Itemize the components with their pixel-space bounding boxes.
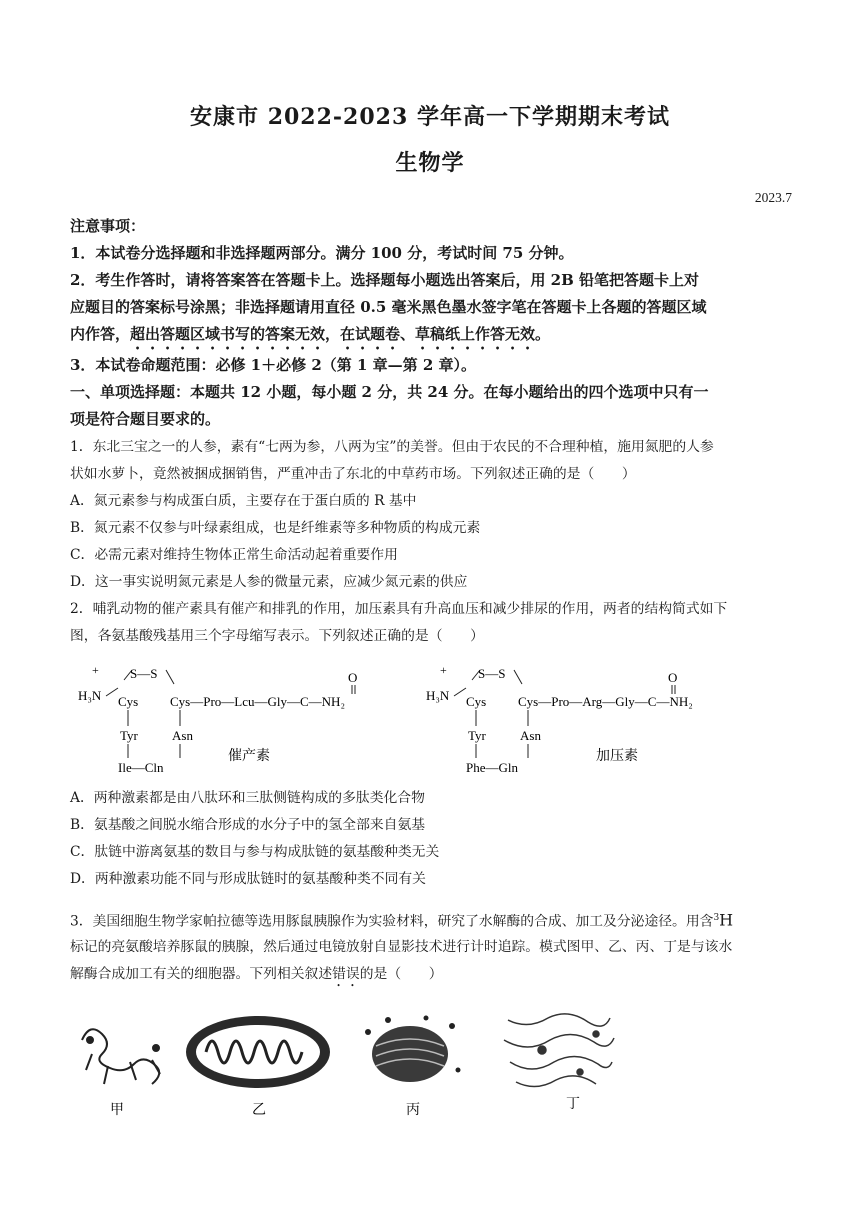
label-yi: 乙 (252, 1102, 266, 1118)
organelle-ding-illustration (504, 1014, 614, 1087)
notice-item-3: 3．本试卷命题范围：必修 1＋必修 2（第 1 章—第 2 章）。 (70, 356, 477, 374)
oxytocin-asn: Asn (172, 728, 193, 743)
q2-stem-line-1: 2．哺乳动物的催产素具有催产和排乳的作用，加压素具有升高血压和减少排尿的作用，两者的结构简式如下 (70, 601, 728, 617)
vasopressin-h3n: H₃N (426, 688, 450, 703)
oxytocin-cys-1: Cys (118, 694, 139, 709)
notice-emphasis: 超出答题区域书写的答案无效，在试题卷、草稿纸上作答无效 (130, 325, 536, 343)
vasopressin-asn: Asn (520, 728, 541, 743)
q2-option-a: A．两种激素都是由八肽环和三肽侧链构成的多肽类化合物 (70, 790, 425, 806)
vasopressin-disulfide: S—S (478, 666, 506, 681)
organelle-bing-illustration (365, 1016, 461, 1083)
svg-text:+: + (440, 663, 447, 677)
notice-item-2-line-3 (70, 324, 795, 353)
section-heading-line-1: 一、单项选择题：本题共 12 小题，每小题 2 分，共 24 分。在每小题给出的四个选项中只有一 (70, 383, 709, 401)
notice-item-2-line-3-start: 内作答， (70, 325, 131, 343)
q2-stem-line-2: 图，各氨基酸残基用三个字母缩写表示。下列叙述正确的是（ ） (70, 628, 484, 644)
q2-option-d: D．两种激素功能不同与形成肽链时的氨基酸种类不同有关 (70, 871, 426, 887)
q3-isotope-symbol: H (719, 910, 734, 930)
vasopressin-oxygen: O (668, 670, 678, 685)
q1-option-a: A．氮元素参与构成蛋白质，主要存在于蛋白质的 R 基中 (70, 493, 417, 509)
q3-stem-line-1 (70, 908, 795, 932)
vasopressin-chain: Cys—Pro—Arg—Gly—C—NH₂ (518, 694, 693, 709)
oxytocin-oxygen: O (348, 670, 358, 685)
section-heading-line-2: 项是符合题目要求的。 (70, 410, 221, 428)
exam-date: 2023.7 (754, 190, 792, 205)
oxytocin-disulfide: S—S (130, 666, 158, 681)
notice-item-2-line-3-end: 。 (535, 325, 551, 343)
vasopressin-caption: 加压素 (596, 749, 638, 764)
q1-stem-line-1: 1．东北三宝之一的人参，素有“七两为参，八两为宝”的美誉。但由于农民的不合理种植，施用氮肥的人参 (70, 439, 714, 455)
vasopressin-tyr: Tyr (468, 728, 486, 743)
subject-title: 生物学 (395, 150, 465, 176)
q2-option-b: B．氨基酸之间脱水缩合形成的水分子中的氢全部来自氨基 (70, 817, 426, 833)
organelle-figures (70, 1010, 630, 1120)
svg-text:+: + (92, 663, 99, 677)
notice-item-2-line-2: 应题目的答案标号涂黑；非选择题请用直径 0.5 毫米黑色墨水签字笔在答题卡上各题的答题区域 (70, 298, 707, 316)
q3-stem-line-3 (70, 964, 795, 990)
notice-item-2-line-1: 2．考生作答时，请将答案答在答题卡上。选择题每小题选出答案后，用 2B 铅笔把答题卡上对 (70, 271, 700, 289)
q3-isotope-mass: 3 (713, 913, 720, 923)
notice-item-1: 1．本试卷分选择题和非选择题两部分。满分 100 分，考试时间 75 分钟。 (70, 244, 574, 262)
q1-stem-line-2: 状如水萝卜，竟然被捆成捆销售，严重冲击了东北的中草药市场。下列叙述正确的是（ ） (70, 466, 636, 482)
oxytocin-h3n: H₃N (78, 688, 102, 703)
label-ding: 丁 (566, 1096, 580, 1112)
q3-stem-line-2: 标记的亮氨酸培养豚鼠的胰腺，然后通过电镜放射自显影技术进行计时追踪。模式图甲、乙、丙、丁是与该水 (70, 939, 733, 955)
label-jia: 甲 (110, 1102, 124, 1118)
oxytocin-caption: 催产素 (228, 749, 270, 764)
oxytocin-tyr: Tyr (120, 728, 138, 743)
notice-heading: 注意事项： (70, 217, 146, 235)
q3-stem-line-1-text: 3．美国细胞生物学家帕拉德等选用豚鼠胰腺作为实验材料，研究了水解酶的合成、加工及分泌途径。用含 (70, 913, 714, 930)
vasopressin-bottom: Phe—Gln (466, 760, 518, 775)
q1-option-b: B．氮元素不仅参与叶绿素组成，也是纤维素等多种物质的构成元素 (70, 520, 481, 536)
label-bing: 丙 (406, 1102, 420, 1118)
organelle-yi-illustration (186, 1016, 330, 1088)
q1-option-c: C．必需元素对维持生物体正常生命活动起着重要作用 (70, 547, 398, 563)
organelle-jia-illustration (82, 1029, 160, 1084)
exam-title: 安康市 2022-2023 学年高一下学期期末考试 (190, 104, 670, 130)
oxytocin-structure (78, 660, 408, 780)
q2-option-c: C．肽链中游离氨基的数目与参与构成肽链的氨基酸种类无关 (70, 844, 440, 860)
vasopressin-structure (426, 660, 756, 780)
oxytocin-bottom: Ile—Cln (118, 760, 164, 775)
oxytocin-chain: Cys—Pro—Lcu—Gly—C—NH₂ (170, 694, 345, 709)
vasopressin-cys-1: Cys (466, 694, 487, 709)
q1-option-d: D．这一事实说明氮元素是人参的微量元素，应减少氮元素的供应 (70, 574, 468, 590)
q3-stem-line-3-end: 的是（ ） (359, 966, 443, 982)
q3-emphasis: 错误 (332, 966, 360, 982)
q3-stem-line-3-start: 解酶合成加工有关的细胞器。下列相关叙述 (70, 966, 333, 982)
